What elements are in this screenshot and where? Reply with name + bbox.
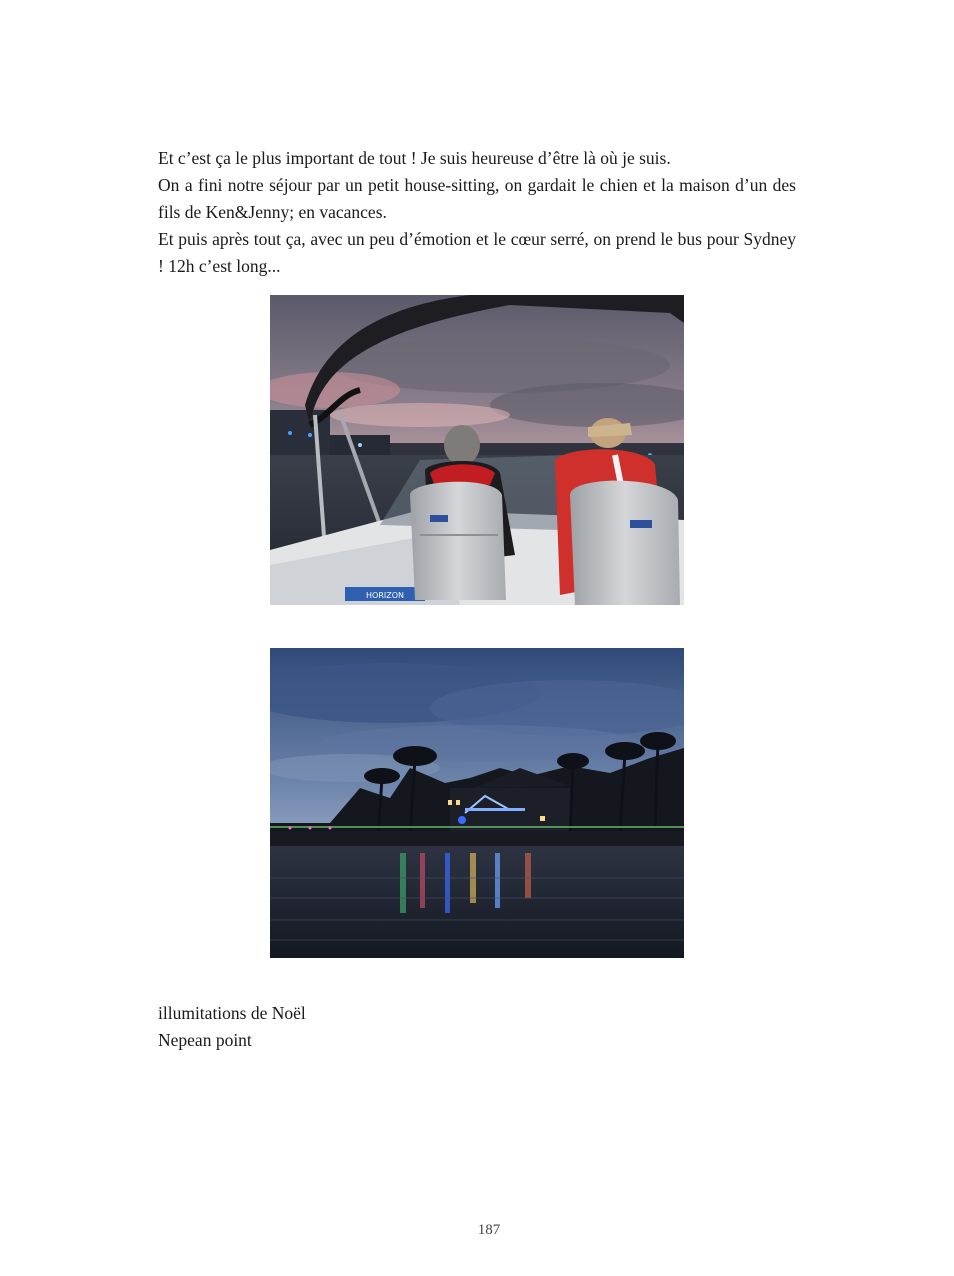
photo-caption [158, 1000, 306, 1054]
page-number: 187 [477, 1222, 501, 1238]
boat-photo [270, 295, 684, 605]
paragraph-1: Et c’est ça le plus important de tout ! Je suis heureuse d’être là où je suis. [158, 148, 671, 168]
caption-line-2: Nepean point [158, 1030, 252, 1050]
body-text [158, 145, 796, 280]
svg-text:HORIZON: HORIZON [366, 591, 404, 600]
paragraph-3: Et puis après tout ça, avec un peu d’émotion et le cœur serré, on prend le bus pour Sydney ! 12h c’est long... [158, 229, 796, 276]
caption-line-1: illumitations de Noël [158, 1003, 306, 1023]
paragraph-2: On a fini notre séjour par un petit house-sitting, on gardait le chien et la maison d’un des fils de Ken&Jenny; en vacances. [158, 175, 796, 222]
christmas-lights-photo [270, 648, 684, 958]
